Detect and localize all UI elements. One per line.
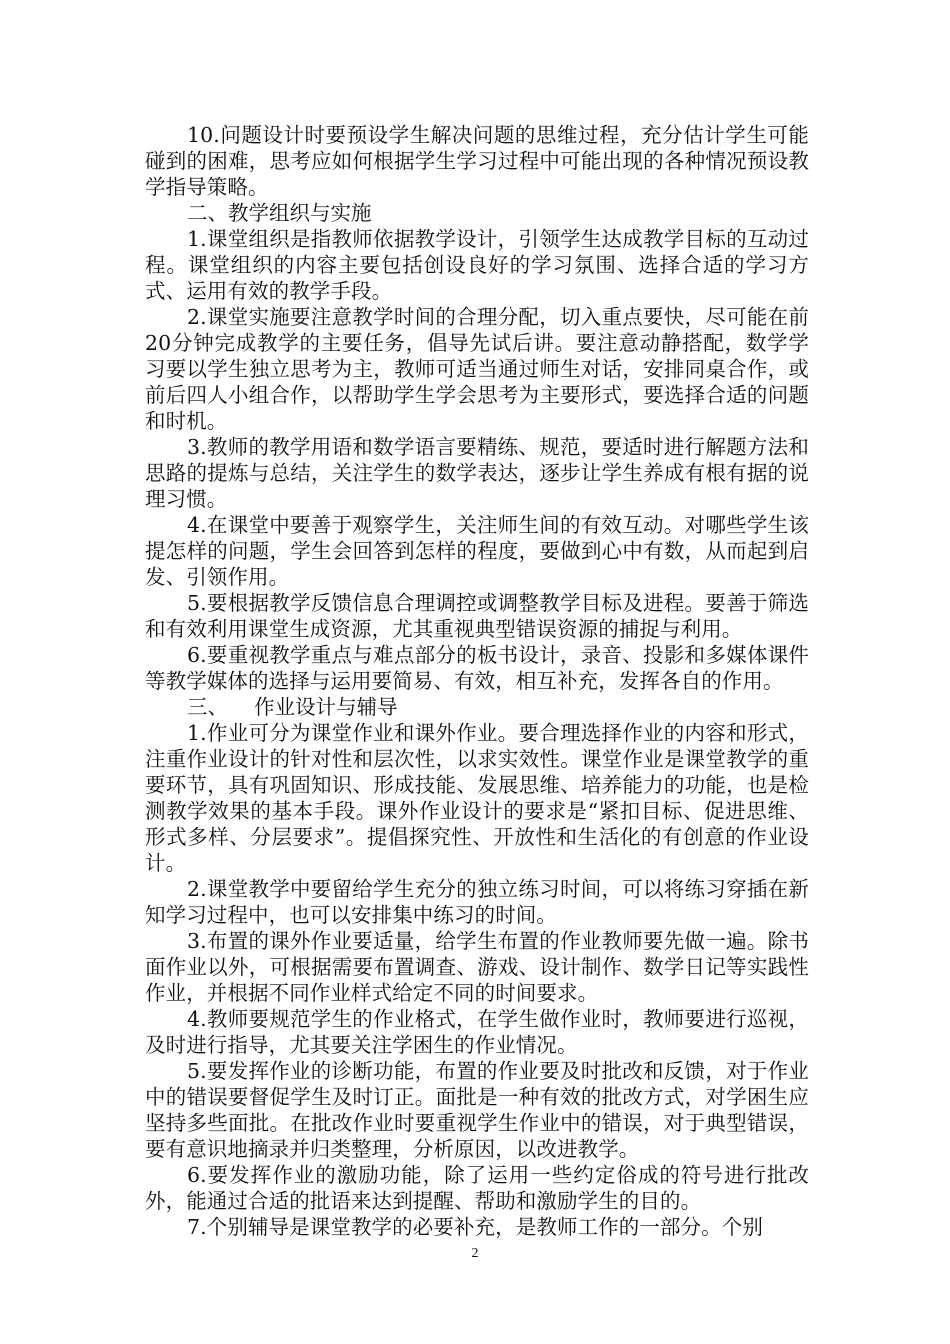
paragraph-practice-time: 2.课堂教学中要留给学生充分的独立练习时间，可以将练习穿插在新知学习过程中，也可以安排集中练习的时间。	[145, 877, 809, 927]
document-body	[145, 122, 809, 1240]
page-number: 2	[471, 1246, 479, 1261]
section-heading-homework: 三、 作业设计与辅导	[187, 695, 398, 719]
paragraph-homework-diagnosis: 5.要发挥作业的诊断功能，布置的作业要及时批改和反馈，对于作业中的错误要督促学生及时订正。面批是一种有效的批改方式，对学困生应坚持多些面批。在批改作业时要重视学生作业中的错误，对于典型错误，要有意识地摘录并归类整理，分析原因，以改进教学。	[145, 1059, 809, 1161]
paragraph-feedback-adjustment: 5.要根据教学反馈信息合理调控或调整教学目标及进程。要善于筛选和有效利用课堂生成资源，尤其重视典型错误资源的捕捉与利用。	[145, 591, 809, 641]
paragraph-blackboard-media: 6.要重视教学重点与难点部分的板书设计，录音、投影和多媒体课件等教学媒体的选择与运用要简易、有效，相互补充，发挥各自的作用。	[145, 643, 809, 693]
section-heading-teaching-organization: 二、教学组织与实施	[187, 201, 372, 225]
paragraph-homework-motivation: 6.要发挥作业的激励功能，除了运用一些约定俗成的符号进行批改外，能通过合适的批语来达到提醒、帮助和激励学生的目的。	[145, 1163, 809, 1213]
paragraph-homework-types: 1.作业可分为课堂作业和课外作业。要合理选择作业的内容和形式，注重作业设计的针对性和层次性，以求实效性。课堂作业是课堂教学的重要环节，具有巩固知识、形成技能、发展思维、培养能力的功能，也是检测教学效果的基本手段。课外作业设计的要求是“紧扣目标、促进思维、形式多样、分层要求”。提倡探究性、开放性和生活化的有创意的作业设计。	[145, 721, 809, 875]
paragraph-individual-tutoring: 7.个别辅导是课堂教学的必要补充，是教师工作的一部分。个别	[187, 1215, 763, 1239]
paragraph-homework-format: 4.教师要规范学生的作业格式，在学生做作业时，教师要进行巡视，及时进行指导，尤其要关注学困生的作业情况。	[145, 1007, 809, 1057]
paragraph-observe-students: 4.在课堂中要善于观察学生，关注师生间的有效互动。对哪些学生该提怎样的问题，学生会回答到怎样的程度，要做到心中有数，从而起到启发、引领作用。	[145, 513, 809, 589]
paragraph-teaching-language: 3.教师的教学用语和数学语言要精练、规范，要适时进行解题方法和思路的提炼与总结，关注学生的数学表达，逐步让学生养成有根有据的说理习惯。	[145, 435, 809, 511]
paragraph-homework-amount: 3.布置的课外作业要适量，给学生布置的作业教师要先做一遍。除书面作业以外，可根据需要布置调查、游戏、设计制作、数学日记等实践性作业，并根据不同作业样式给定不同的时间要求。	[145, 929, 809, 1005]
paragraph-problem-design: 10.问题设计时要预设学生解决问题的思维过程，充分估计学生可能碰到的困难，思考应如何根据学生学习过程中可能出现的各种情况预设教学指导策略。	[145, 123, 809, 199]
paragraph-classroom-organization: 1.课堂组织是指教师依据教学设计，引领学生达成教学目标的互动过程。课堂组织的内容主要包括创设良好的学习氛围、选择合适的学习方式、运用有效的教学手段。	[145, 227, 809, 303]
paragraph-classroom-implementation: 2.课堂实施要注意教学时间的合理分配，切入重点要快，尽可能在前20分钟完成教学的主要任务，倡导先试后讲。要注意动静搭配，数学学习要以学生独立思考为主，教师可适当通过师生对话，安排同桌合作，或前后四人小组合作，以帮助学生学会思考为主要形式，要选择合适的问题和时机。	[145, 305, 809, 433]
